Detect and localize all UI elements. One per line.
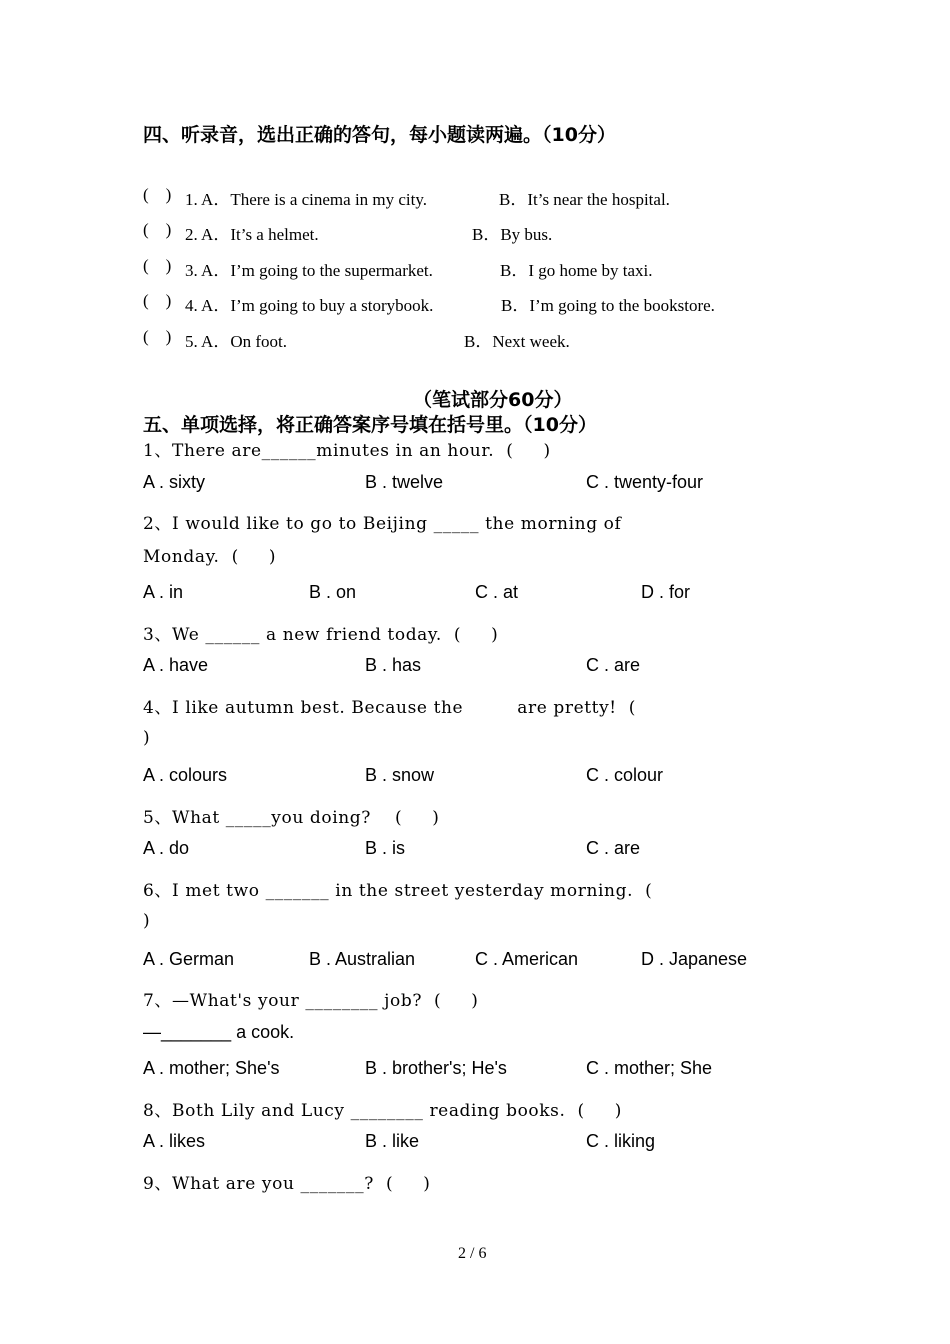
- question-7-line-2: —_______ a cook.: [143, 1022, 295, 1042]
- option: B . twelve: [365, 472, 444, 492]
- page-number: 2 / 6: [458, 1245, 487, 1262]
- option: A . in: [143, 582, 184, 602]
- listening-option-b: B．I go home by taxi.: [500, 261, 653, 280]
- question-1: 1、There are______minutes in an hour. ( ): [143, 441, 551, 461]
- question-4-line-1: 4、I like autumn best. Because the are pretty! (: [143, 698, 636, 718]
- question-3: 3、We ______ a new friend today. ( ): [143, 625, 499, 645]
- question-2-line-1: 2、I would like to go to Beijing _____ the morning of: [143, 514, 622, 534]
- listening-bracket: ( ): [143, 256, 172, 275]
- option: B . is: [365, 838, 406, 858]
- option: A . German: [143, 949, 235, 969]
- section-5-title: 五、单项选择，将正确答案序号填在括号里。（10分）: [143, 414, 597, 436]
- option: A . mother; She's: [143, 1058, 280, 1078]
- option: B . brother's; He's: [365, 1058, 507, 1078]
- option: A . have: [143, 655, 209, 675]
- listening-option-b: B．Next week.: [464, 332, 570, 351]
- option: C . at: [475, 582, 519, 602]
- question-2-line-2: Monday. ( ): [143, 547, 277, 567]
- question-9: 9、What are you _______? ( ): [143, 1174, 431, 1194]
- option: C . American: [475, 949, 579, 969]
- listening-question: 4. A．I’m going to buy a storybook.: [185, 296, 434, 315]
- listening-option-b: B．By bus.: [472, 225, 553, 244]
- option: A . colours: [143, 765, 228, 785]
- listening-question: 5. A．On foot.: [185, 332, 287, 351]
- option: B . snow: [365, 765, 435, 785]
- listening-bracket: ( ): [143, 220, 172, 239]
- listening-question: 2. A．It’s a helmet.: [185, 225, 319, 244]
- question-5: 5、What _____you doing? ( ): [143, 808, 440, 828]
- listening-question: 3. A．I’m going to the supermarket.: [185, 261, 433, 280]
- option: C . twenty-four: [586, 472, 704, 492]
- written-part-heading: （笔试部分60分）: [413, 389, 573, 411]
- question-7-line-1: 7、—What's your ________ job? ( ): [143, 991, 479, 1011]
- option: B . like: [365, 1131, 420, 1151]
- option: B . Australian: [309, 949, 416, 969]
- option: B . on: [309, 582, 357, 602]
- question-8: 8、Both Lily and Lucy ________ reading books. ( ): [143, 1101, 622, 1121]
- question-6-line-1: 6、I met two _______ in the street yesterday morning. (: [143, 881, 653, 901]
- listening-option-b: B．I’m going to the bookstore.: [501, 296, 715, 315]
- listening-option-b: B．It’s near the hospital.: [499, 190, 670, 209]
- section-4-title: 四、听录音，选出正确的答句，每小题读两遍。（10分）: [143, 124, 616, 146]
- option: D . Japanese: [641, 949, 748, 969]
- option: A . likes: [143, 1131, 206, 1151]
- listening-question: 1. A．There is a cinema in my city.: [185, 190, 428, 209]
- option: C . are: [586, 655, 641, 675]
- option: D . for: [641, 582, 691, 602]
- listening-bracket: ( ): [143, 327, 172, 346]
- listening-bracket: ( ): [143, 185, 172, 204]
- option: C . are: [586, 838, 641, 858]
- listening-bracket: ( ): [143, 291, 172, 310]
- option: A . sixty: [143, 472, 206, 492]
- question-6-line-2: ): [143, 911, 151, 931]
- option: C . colour: [586, 765, 664, 785]
- option: C . liking: [586, 1131, 656, 1151]
- option: A . do: [143, 838, 190, 858]
- option: B . has: [365, 655, 422, 675]
- option: C . mother; She: [586, 1058, 713, 1078]
- question-4-line-2: ): [143, 728, 151, 748]
